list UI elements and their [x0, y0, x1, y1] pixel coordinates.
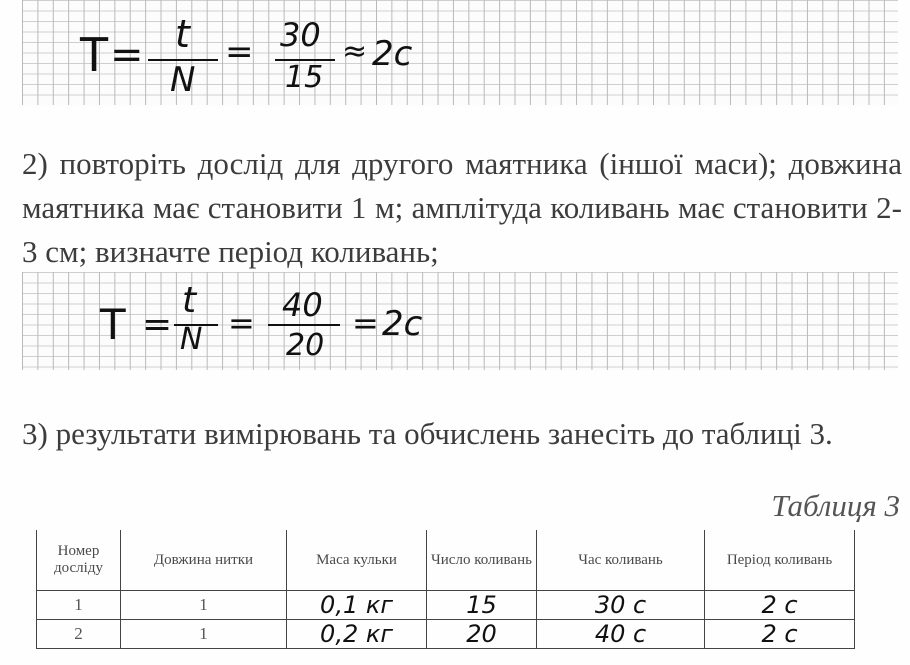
header-period: Період коливань — [705, 530, 855, 591]
cell-experiment-number: 2 — [37, 620, 121, 649]
cell-period: 2 с — [705, 591, 855, 620]
table-row — [37, 591, 855, 620]
formula-2: T = t N = 40 20 = 2c — [100, 280, 423, 363]
table-header-row — [37, 530, 855, 591]
results-table — [36, 530, 855, 649]
formula-numerator: t — [182, 280, 197, 321]
formula-denominator: 20 — [286, 328, 325, 363]
table-row — [37, 620, 855, 649]
instruction-paragraph-3: 3) результати вимірювань та обчислень занесіть до таблиці 3. — [22, 416, 833, 451]
fraction-bar — [268, 324, 340, 326]
formula-1: T = t N = 30 15 ≈ 2c — [80, 12, 413, 100]
formula-denominator: 15 — [285, 60, 324, 95]
formula-lhs: T — [80, 28, 109, 82]
cell-oscillation-count: 15 — [427, 591, 537, 620]
header-oscillation-time: Час коливань — [537, 530, 705, 591]
table-caption: Таблиця 3 — [771, 488, 900, 523]
formula-numerator: 30 — [280, 16, 321, 54]
cell-period: 2 с — [705, 620, 855, 649]
formula-result: 2c — [382, 304, 423, 344]
header-oscillation-count: Число коливань — [427, 530, 537, 591]
cell-thread-length: 1 — [121, 620, 287, 649]
cell-ball-mass: 0,1 кг — [287, 591, 427, 620]
formula-result: 2c — [372, 34, 413, 74]
header-thread-length: Довжина нитки — [121, 530, 287, 591]
header-experiment-number: Номер досліду — [37, 530, 121, 591]
formula-lhs: T — [100, 300, 126, 349]
formula-numerator: t — [175, 12, 190, 56]
cell-oscillation-count: 20 — [427, 620, 537, 649]
formula-denominator: N — [180, 322, 203, 357]
header-ball-mass: Маса кульки — [287, 530, 427, 591]
cell-thread-length: 1 — [121, 591, 287, 620]
cell-ball-mass: 0,2 кг — [287, 620, 427, 649]
formula-denominator: N — [170, 60, 196, 100]
cell-oscillation-time: 30 с — [537, 591, 705, 620]
cell-experiment-number: 1 — [37, 591, 121, 620]
cell-oscillation-time: 40 с — [537, 620, 705, 649]
formula-numerator: 40 — [282, 286, 323, 324]
instruction-paragraph-2: 2) повторіть дослід для другого маятника (іншої маси); довжина маятника має становити 1 м; амплітуда коливань має становити 2-3 см; визначте період коливань; — [22, 146, 902, 269]
